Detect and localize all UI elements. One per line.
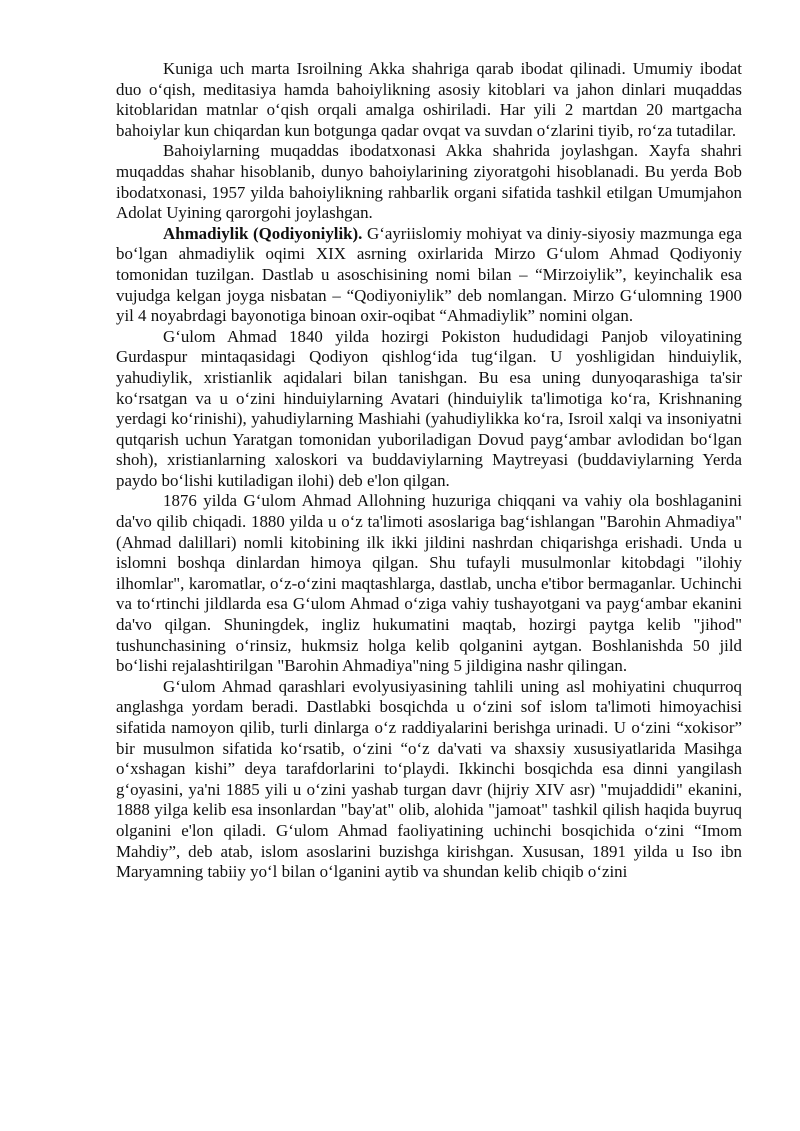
section-term: Ahmadiylik (Qodiyoniylik). — [163, 223, 363, 243]
paragraph-text: Bahoiylarning muqaddas ibodatxonasi Akka shahrida joylashgan. Xayfa shahri muqaddas shahar hisoblanib, dunyo bahoiylarining ziyoratgohi hisoblanadi. Bu yerda Bob ibodatxonasi, 1957 yilda bahoiylikning rahbarlik organi sifatida tashkil etilgan Umumjahon Adolat Uyining qarorgohi joylashgan. — [116, 141, 742, 223]
document-page — [116, 59, 742, 883]
paragraph-text: G‘ulom Ahmad qarashlari evolyusiyasining tahlili uning asl mohiyatini chuqurroq anglashga yordam beradi. Dastlabki bosqichda u o‘zini sof islom ta'limoti himoyachisi sifatida namoyon qilib, turli dinlarga o‘z raddiyalarini berishga urinadi. U o‘zini “xokisor” bir musulmon sifatida ko‘rsatib, o‘zini “o‘z da'vati va shaxsiy xususiyatlarida Masihga o‘xshagan kishi” deya tarafdorlarini to‘playdi. Ikkinchi bosqichda esa dinni yangilash g‘oyasini, ya'ni 1885 yili u o‘zini yashab turgan davr (hijriy XIV asr) "mujaddidi" ekanini, 1888 yilga kelib esa insonlardan "bay'at" olib, alohida "jamoat" tashkil qilish haqida buyruq olganini e'lon qiladi. G‘ulom Ahmad faoliyatining uchinchi bosqichida o‘zini “Imom Mahdiy”, deb atab, islom asoslarini buzishga kirishgan. Xususan, 1891 yilda u Iso ibn Maryamning tabiiy yo‘l bilan o‘lganini aytib va shundan kelib chiqib o‘zini — [116, 676, 742, 882]
paragraph-text: 1876 yilda G‘ulom Ahmad Allohning huzuriga chiqqani va vahiy ola boshlaganini da'vo qilib chiqadi. 1880 yilda u o‘z ta'limoti asoslariga bag‘ishlangan "Barohin Ahmadiya" (Ahmad dalillari) nomli kitobining ilk ikki jildini nashrdan chiqarishga erishadi. Unda u islomni boshqa dinlardan himoya qilgan. Shu tufayli musulmonlar kitobdagi "ilohiy ilhomlar", karomatlar, o‘z-o‘zini maqtashlarga, dastlab, uncha e'tibor bermaganlar. Uchinchi va to‘rtinchi jildlarda esa G‘ulom Ahmad o‘ziga vahiy tushayotgani va payg‘ambar ekanini da'vo qilgan. Shuningdek, ingliz hukumatini maqtab, hozirgi paytga kelib "jihod" tushunchasining o‘rinsiz, hukmsiz holga kelib qolganini aytgan. Boshlanishda 50 jild bo‘lishi rejalashtirilgan "Barohin Ahmadiya"ning 5 jildigina nashr qilingan. — [116, 491, 742, 676]
paragraph-prayer — [116, 59, 742, 141]
paragraph-temple — [116, 141, 742, 223]
paragraph-text: G‘ulom Ahmad 1840 yilda hozirgi Pokiston hududidagi Panjob viloyatining Gurdaspur mintaqasidagi Qodiyon qishlog‘ida tug‘ilgan. U yoshligidan hinduiylik, yahudiylik, xristianlik aqidalari bilan tanishgan. Bu esa uning dunyoqarashiga ta'sir ko‘rsatgan va u o‘zini hinduiylarning Avatari (hinduiylik ta'limotiga ko‘ra, Krishnaning yerdagi ko‘rinishi), yahudiylarning Mashiahi (yahudiylikka ko‘ra, Isroil xalqi va insoniyatni qutqarish uchun Yaratgan tomonidan yuboriladigan Dovud payg‘ambar avlodidan bo‘lgan shoh), xristianlarning xaloskori va buddaviylarning Maytreyasi (buddaviylarning Yerda paydo bo‘lishi kutiladigan ilohi) deb e'lon qilgan. — [116, 326, 742, 490]
paragraph-biography — [116, 327, 742, 492]
paragraph-ahmadiyya-intro — [116, 224, 742, 327]
paragraph-barohin — [116, 491, 742, 676]
paragraph-evolution — [116, 677, 742, 883]
paragraph-text: Kuniga uch marta Isroilning Akka shahriga qarab ibodat qilinadi. Umumiy ibodat duo o‘qish, meditasiya hamda bahoiylikning asosiy kitoblari va jahon dinlari muqaddas kitoblaridan matnlar o‘qish orqali amalga oshiriladi. Har yili 2 martdan 20 martgacha bahoiylar kun chiqardan kun botgunga qadar ovqat va suvdan o‘zlarini tiyib, ro‘za tutadilar. — [116, 59, 742, 140]
paragraph-text: G‘ayriislomiy mohiyat va diniy-siyosiy mazmunga ega bo‘lgan ahmadiylik oqimi XIX asrning oxirlarida Mirzo G‘ulom Ahmad Qodiyoniy tomonidan tuzilgan. Dastlab u asoschisining nomi bilan – “Mirzoiylik”, keyinchalik esa vujudga kelgan joyga nisbatan – “Qodiyoniylik” deb nomlangan. Mirzo G‘ulomning 1900 yil 4 noyabrdagi bayonotiga binoan oxir-oqibat “Ahmadiylik” nomini olgan. — [116, 223, 742, 326]
